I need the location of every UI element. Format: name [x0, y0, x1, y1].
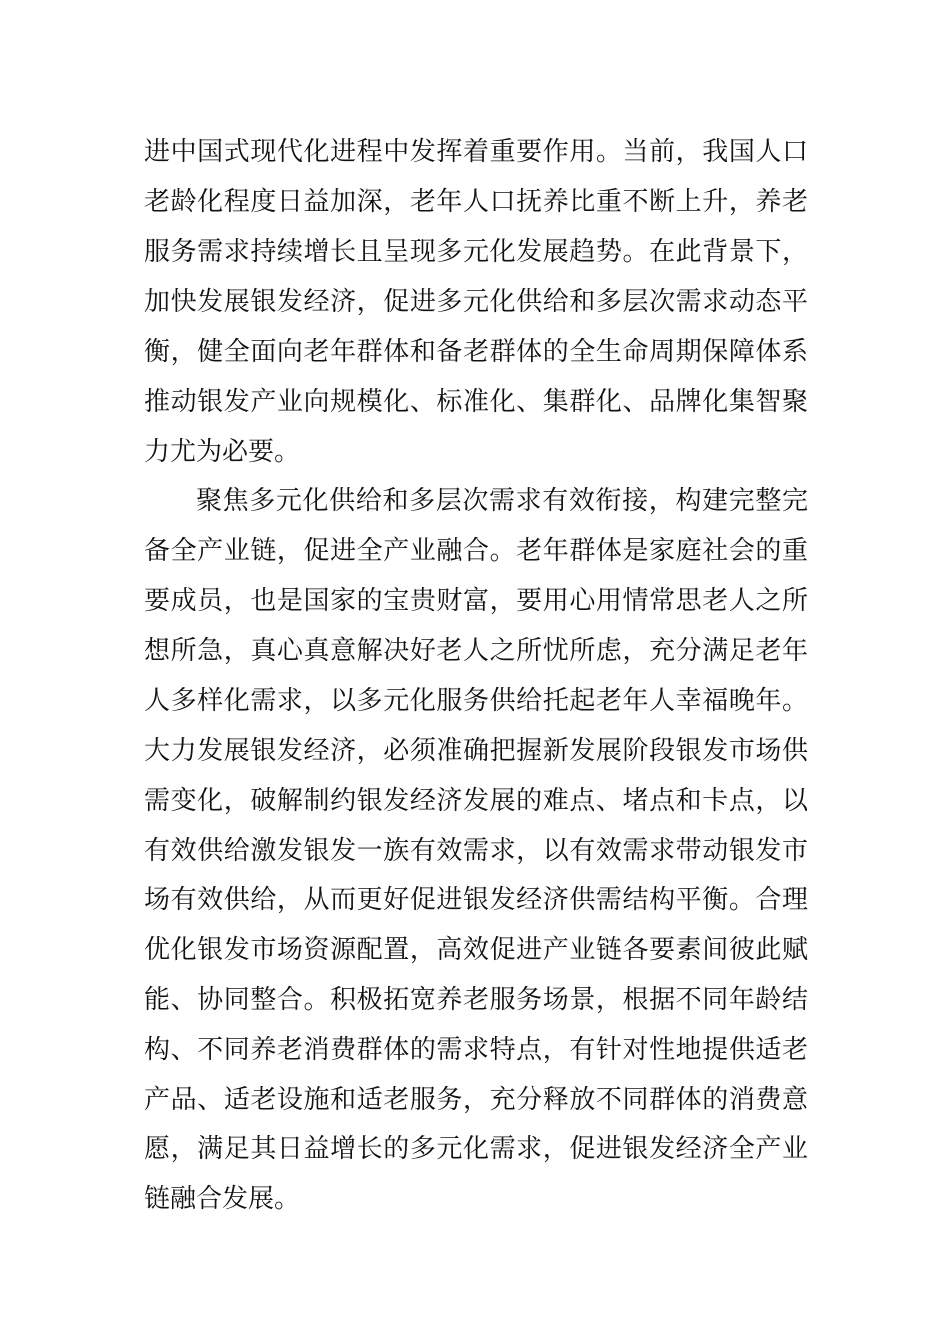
text-line: 优化银发市场资源配置，高效促进产业链各要素间彼此赋: [144, 935, 808, 965]
text-line: 加快发展银发经济，促进多元化供给和多层次需求动态平: [144, 287, 808, 317]
text-line: 需变化，破解制约银发经济发展的难点、堵点和卡点，以: [144, 786, 808, 816]
text-line: 进中国式现代化进程中发挥着重要作用。当前，我国人口: [144, 137, 808, 167]
text-line: 有效供给激发银发一族有效需求，以有效需求带动银发市: [144, 836, 808, 866]
text-line: 构、不同养老消费群体的需求特点，有针对性地提供适老: [144, 1035, 808, 1065]
text-line: 大力发展银发经济，必须准确把握新发展阶段银发市场供: [144, 736, 808, 766]
text-line: 愿，满足其日益增长的多元化需求，促进银发经济全产业: [144, 1134, 808, 1164]
text-line: 聚焦多元化供给和多层次需求有效衔接，构建完整完: [196, 486, 808, 516]
text-line: 衡，健全面向老年群体和备老群体的全生命周期保障体系: [144, 337, 808, 367]
text-line: 想所急，真心真意解决好老人之所忧所虑，充分满足老年: [144, 636, 808, 666]
text-line: 链融合发展。: [144, 1184, 301, 1214]
text-line: 老龄化程度日益加深，老年人口抚养比重不断上升，养老: [144, 187, 808, 217]
text-line: 备全产业链，促进全产业融合。老年群体是家庭社会的重: [144, 536, 808, 566]
text-line: 力尤为必要。: [144, 437, 301, 467]
text-line: 要成员，也是国家的宝贵财富，要用心用情常思老人之所: [144, 586, 808, 616]
text-line: 能、协同整合。积极拓宽养老服务场景，根据不同年龄结: [144, 985, 808, 1015]
text-line: 服务需求持续增长且呈现多元化发展趋势。在此背景下，: [144, 237, 808, 267]
text-line: 推动银发产业向规模化、标准化、集群化、品牌化集智聚: [144, 387, 808, 417]
text-line: 产品、适老设施和适老服务，充分释放不同群体的消费意: [144, 1085, 808, 1115]
text-line: 人多样化需求，以多元化服务供给托起老年人幸福晚年。: [144, 686, 808, 716]
text-line: 场有效供给，从而更好促进银发经济供需结构平衡。合理: [144, 885, 808, 915]
